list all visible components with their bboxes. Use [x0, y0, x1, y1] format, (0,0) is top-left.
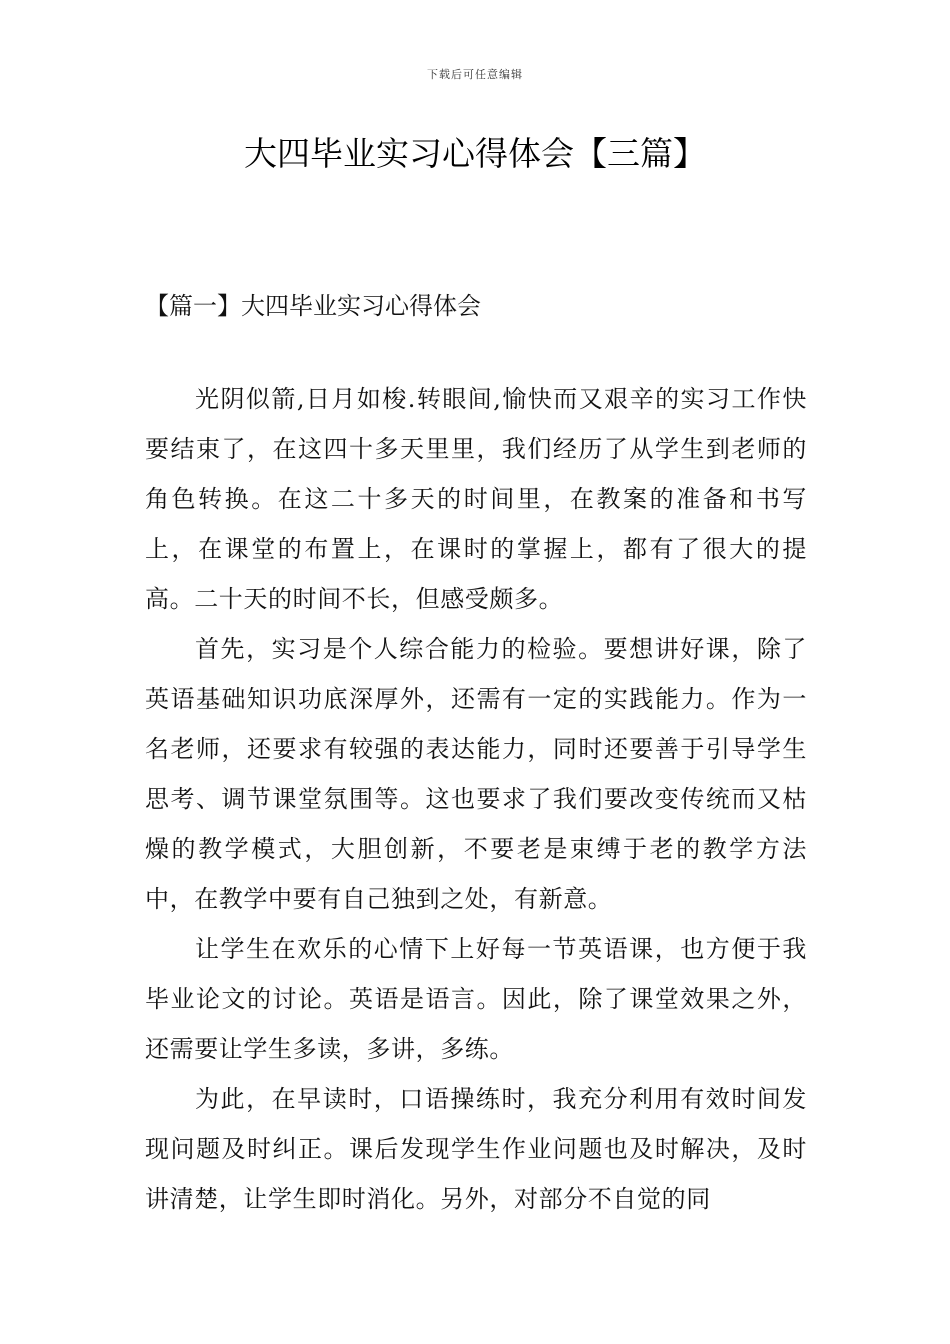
document-title: 大四毕业实习心得体会【三篇】 [244, 134, 706, 173]
section-heading: 【篇一】大四毕业实习心得体会 [145, 292, 481, 320]
body-text [145, 374, 807, 1224]
paragraph-1: 光阴似箭,日月如梭.转眼间,愉快而又艰辛的实习工作快要结束了，在这四十多天里里，我们经历了从学生到老师的角色转换。在这二十多天的时间里，在教案的准备和书写上，在课堂的布置上，在课时的掌握上，都有了很大的提高。二十天的时间不长，但感受颇多。 [145, 385, 807, 613]
paragraph-2: 首先，实习是个人综合能力的检验。要想讲好课，除了英语基础知识功底深厚外，还需有一定的实践能力。作为一名老师，还要求有较强的表达能力，同时还要善于引导学生思考、调节课堂氛围等。这也要求了我们要改变传统而又枯燥的教学模式，大胆创新，不要老是束缚于老的教学方法中，在教学中要有自己独到之处，有新意。 [145, 635, 807, 913]
header-note: 下载后可任意编辑 [427, 68, 523, 81]
paragraph-3: 让学生在欢乐的心情下上好每一节英语课，也方便于我毕业论文的讨论。英语是语言。因此，除了课堂效果之外，还需要让学生多读，多讲，多练。 [145, 935, 807, 1063]
paragraph-4: 为此，在早读时，口语操练时，我充分利用有效时间发现问题及时纠正。课后发现学生作业问题也及时解决，及时讲清楚，让学生即时消化。另外，对部分不自觉的同 [145, 1085, 807, 1213]
